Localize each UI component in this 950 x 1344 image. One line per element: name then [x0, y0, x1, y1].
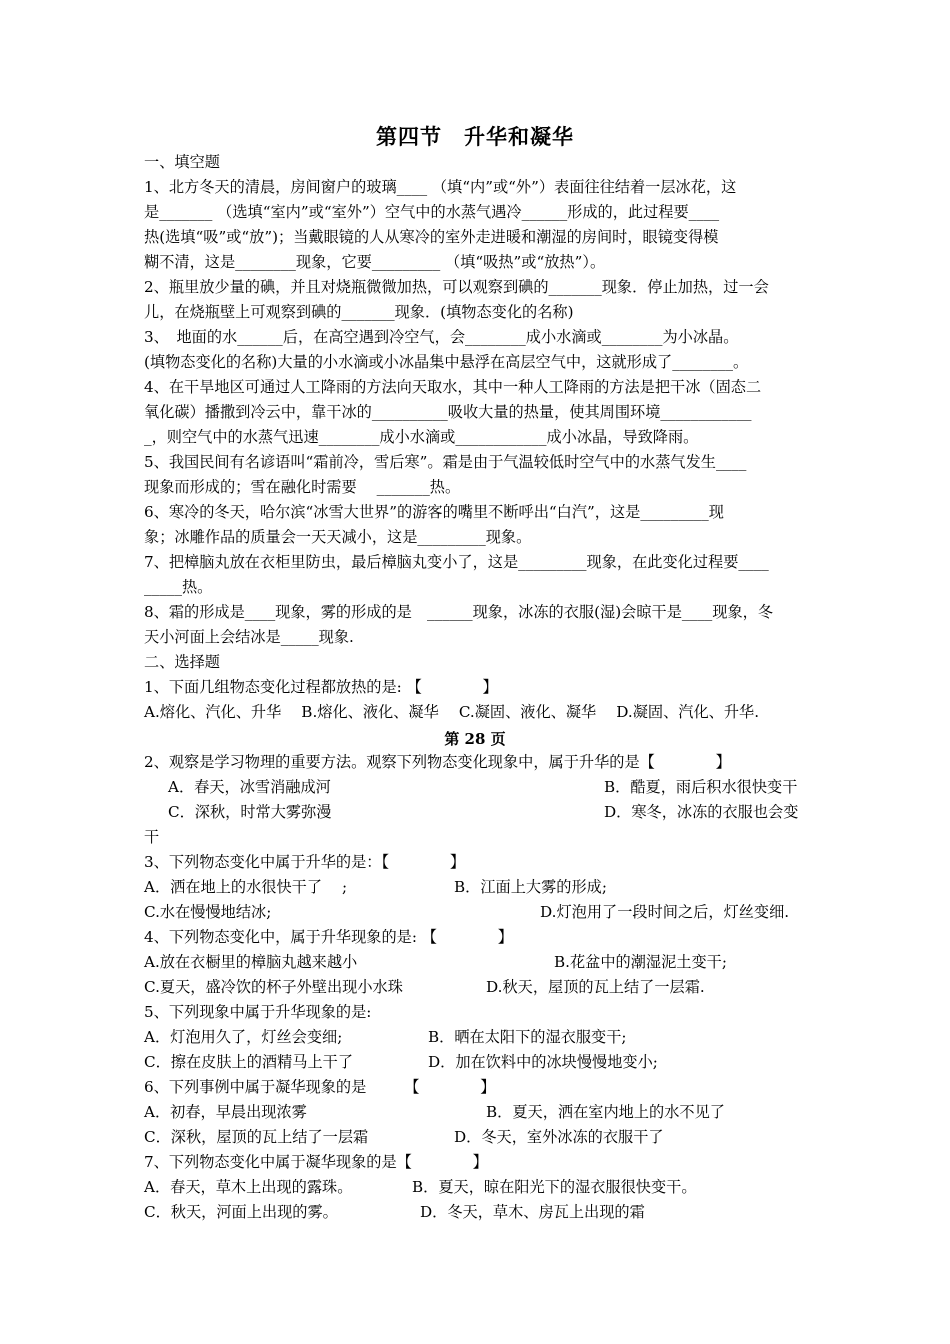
option-c: C．秋天，河面上出现的雾。 [144, 1203, 338, 1221]
option-d-continued: 干 [144, 828, 160, 846]
option-a: A．初春，早晨出现浓雾 [144, 1103, 307, 1121]
option-c: C．深秋，时常大雾弥漫 [168, 803, 332, 821]
option-b: B.花盆中的潮湿泥土变干; [554, 953, 727, 971]
question-text: 7、下列物态变化中属于凝华现象的是【 】 [144, 1153, 488, 1171]
question-text: 7、把樟脑丸放在衣柜里防虫，最后樟脑丸变小了，这是_________现象，在此变化过程要____ [144, 553, 769, 571]
question-text: 4、下列物态变化中，属于升华现象的是: 【 】 [144, 928, 513, 946]
question-text: 天小河面上会结冰是_____现象. [144, 628, 354, 646]
question-text: 是_______ （选填“室内”或“室外”）空气中的水蒸气遇冷______形成的，此过程要____ [144, 203, 720, 221]
option-d: D．冬天，室外冰冻的衣服干了 [454, 1128, 664, 1146]
question-text: 2、观察是学习物理的重要方法。观察下列物态变化现象中，属于升华的是【 】 [144, 753, 731, 771]
page-number: 第 28 页 [444, 730, 506, 748]
question-text: _，则空气中的水蒸气迅速________成小水滴或____________成小冰晶，导致降雨。 [144, 428, 699, 446]
option-d: D.秋天，屋顶的瓦上结了一层霜. [486, 978, 705, 996]
option-c: C.水在慢慢地结冰; [144, 903, 272, 921]
question-text: 5、我国民间有名谚语叫“霜前冷，雪后寒”。霜是由于气温较低时空气中的水蒸气发生____ [144, 453, 747, 471]
question-text: 热(选填“吸”或“放”)；当戴眼镜的人从寒冷的室外走进暖和潮湿的房间时，眼镜变得模 [144, 228, 719, 246]
question-text: 2、瓶里放少量的碘，并且对烧瓶微微加热，可以观察到碘的_______现象．停止加热，过一会 [144, 278, 769, 296]
option-c: C．擦在皮肤上的酒精马上干了 [144, 1053, 354, 1071]
question-text: 6、下列事例中属于凝华现象的是 【 】 [144, 1078, 496, 1096]
option-b: B．夏天，洒在室内地上的水不见了 [486, 1103, 725, 1121]
question-text: 象；冰雕作品的质量会一天天减小，这是_________现象。 [144, 528, 532, 546]
option-b: B．夏天，晾在阳光下的湿衣服很快变干。 [412, 1178, 697, 1196]
option-d: D．冬天，草木、房瓦上出现的霜 [420, 1203, 645, 1221]
option-d: D．寒冬，冰冻的衣服也会变 [604, 803, 799, 821]
question-text: 3、 地面的水______后，在高空遇到冷空气，会________成小水滴或________为小冰晶。 [144, 328, 739, 346]
option-b: B．晒在太阳下的湿衣服变干; [428, 1028, 627, 1046]
question-text: 现象而形成的；雪在融化时需要 _______热。 [144, 478, 461, 496]
question-text: 糊不清，这是________现象，它要_________ （填“吸热”或“放热”）。 [144, 253, 606, 271]
question-text: 氧化碳）播撒到冷云中，靠干冰的__________吸收大量的热量，使其周围环境____________ [144, 403, 752, 421]
option-a: A．灯泡用久了，灯丝会变细; [144, 1028, 343, 1046]
option-b: B．江面上大雾的形成; [454, 878, 607, 896]
option-d: D.灯泡用了一段时间之后，灯丝变细. [540, 903, 790, 921]
option-a: A．春天，冰雪消融成河 [168, 778, 331, 796]
question-text: 4、在干旱地区可通过人工降雨的方法向天取水，其中一种人工降雨的方法是把干冰（固态二 [144, 378, 762, 396]
option-d: D．加在饮料中的冰块慢慢地变小; [428, 1053, 658, 1071]
question-text: 3、下列物态变化中属于升华的是：【 】 [144, 853, 466, 871]
option-b: B．酷夏，雨后积水很快变干 [604, 778, 798, 796]
question-text: 儿，在烧瓶壁上可观察到碘的_______现象．(填物态变化的名称) [144, 303, 574, 321]
question-text: 8、霜的形成是____现象，雾的形成的是 ______现象，冰冻的衣服(湿)会晾干是____现象，冬 [144, 603, 774, 621]
option-line: A.熔化、汽化、升华 B.熔化、液化、凝华 C.凝固、液化、凝华 D.凝固、汽化、升华. [144, 703, 760, 721]
question-text: 1、下面几组物态变化过程都放热的是: 【 】 [144, 678, 498, 696]
option-a: A．洒在地上的水很快干了 ; [144, 878, 348, 896]
section-heading-fill: 一、填空题 [144, 153, 220, 171]
question-text: _____热。 [144, 578, 213, 596]
page-title: 第四节 升华和凝华 [376, 125, 574, 149]
question-text: 5、下列现象中属于升华现象的是: [144, 1003, 372, 1021]
option-a: A．春天，草木上出现的露珠。 [144, 1178, 353, 1196]
option-a: A.放在衣橱里的樟脑丸越来越小 [144, 953, 358, 971]
option-c: C.夏天，盛冷饮的杯子外壁出现小水珠 [144, 978, 403, 996]
section-heading-choice: 二、选择题 [144, 653, 220, 671]
option-c: C．深秋，屋顶的瓦上结了一层霜 [144, 1128, 369, 1146]
question-text: (填物态变化的名称)大量的小水滴或小冰晶集中悬浮在高层空气中，这就形成了________。 [144, 353, 749, 371]
question-text: 1、北方冬天的清晨，房间窗户的玻璃____ （填“内”或“外”）表面往往结着一层冰花，这 [144, 178, 737, 196]
question-text: 6、寒冷的冬天，哈尔滨“冰雪大世界”的游客的嘴里不断呼出“白汽”，这是_________现 [144, 503, 724, 521]
